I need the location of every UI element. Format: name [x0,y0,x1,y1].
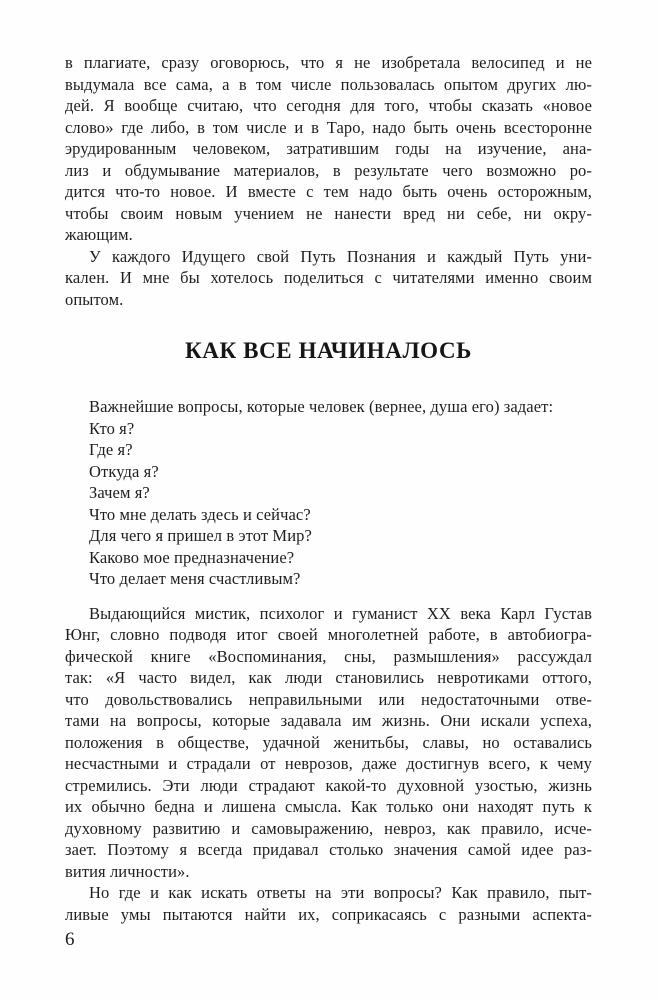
text-line: Юнг, словно подводя итог своей многолетней работе, в автобиогра- [65,625,592,644]
text-line: духовному развитию и самовыражению, невроз, как правило, исче- [65,818,592,838]
text-line: Для чего я пришел в этот Мир? [89,526,312,545]
text-line: что довольствовались неправильными или недостаточными отве- [65,689,592,709]
text-line: дей. Я вообще считаю, что сегодня для того, чтобы сказать «новое [65,96,592,115]
page-number: 6 [65,929,75,950]
text-line: кален. И мне бы хотелось поделиться с читателями именно своим [65,268,592,287]
text-line: в плагиате, сразу оговорюсь, что я не изобретала велосипед и не [65,53,592,72]
text-line: тами на вопросы, которые задавала им жизнь. Они искали успеха, [65,711,592,730]
text-line: чтобы своим новым учением не нанести вред ни себе, ни окру- [65,203,592,223]
paragraph [65,246,592,311]
text-line: так: «Я часто видел, как люди становились невротиками оттого, [65,668,592,687]
text-line: лиз и обдумывание материалов, в результате чего возможно ро- [65,160,592,180]
paragraph [65,52,592,246]
text-line: Но где и как искать ответы на эти вопросы? Как правило, пыт- [89,883,592,902]
chapter-heading: КАК ВСЕ НАЧИНАЛОСЬ [185,338,472,363]
text-line: Важнейшие вопросы, которые человек (вернее, душа его) задает: [89,397,554,416]
text-line: Каково мое предназначение? [89,547,295,567]
text-line: слово» где либо, в том числе и в Таро, надо быть очень всесторонне [65,117,592,137]
text-line: ливые умы пытаются найти их, соприкасаясь с разными аспекта- [65,904,592,924]
text-line: Кто я? [89,418,135,438]
paragraph [65,882,592,925]
paragraph [65,603,592,883]
text-line: дится что-то новое. И вместе с тем надо быть очень осторожным, [65,182,592,201]
text-line: их обычно бедна и лишена смысла. Как только они находят путь к [65,797,592,816]
text-line: стремились. Эти люди страдают какой-то духовной узостью, жизнь [65,775,592,795]
text-line: опытом. [65,289,124,309]
text-line: зает. Поэтому я всегда придавал столько значения самой идее раз- [65,840,592,859]
text-line: выдумала все сама, а в том числе пользовалась опытом других лю- [65,74,592,94]
text-line: положения в обществе, удачной женитьбы, славы, но оставались [65,732,592,752]
text-line: У каждого Идущего свой Путь Познания и каждый Путь уни- [89,246,592,266]
question-block [65,396,592,590]
text-line: вития личности». [65,861,190,881]
text-line: Что делает меня счастливым? [89,569,301,588]
text-line: Где я? [89,440,133,459]
text-line: Выдающийся мистик, психолог и гуманист XX века Карл Густав [89,603,592,623]
text-line: фической книге «Воспоминания, сны, размышления» рассуждал [65,646,592,666]
text-content [65,52,592,925]
text-line: эрудированным человеком, затратившим годы на изучение, ана- [65,139,592,158]
text-line: жающим. [65,225,133,244]
text-line: несчастными и страдали от неврозов, даже достигнув всего, к чему [65,754,592,773]
text-line: Зачем я? [89,483,150,502]
text-line: Что мне делать здесь и сейчас? [89,504,311,524]
text-line: Откуда я? [89,461,159,481]
